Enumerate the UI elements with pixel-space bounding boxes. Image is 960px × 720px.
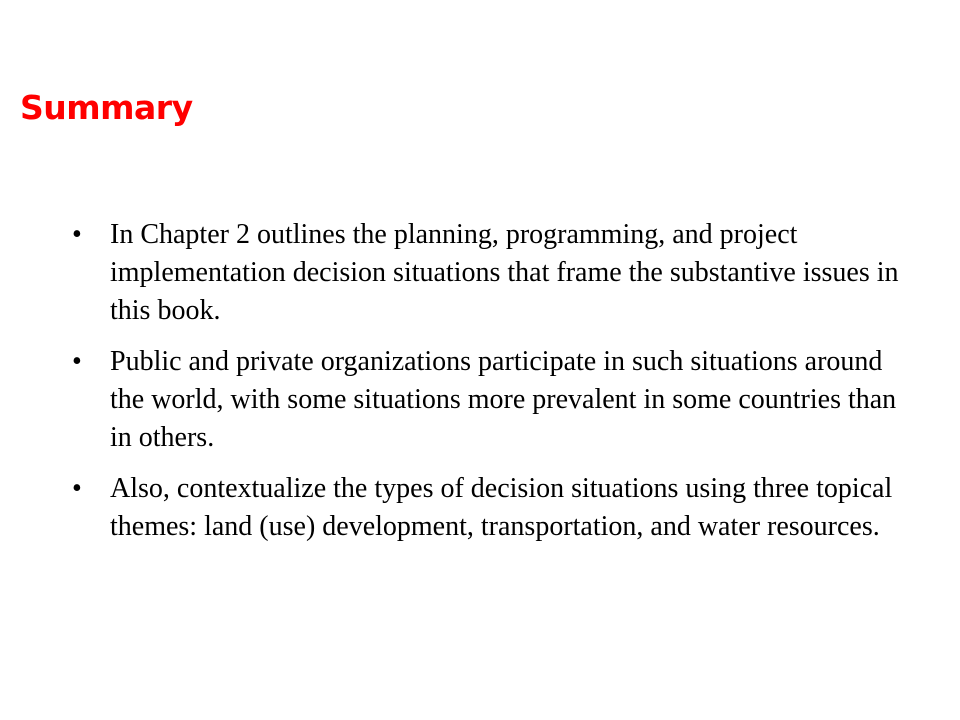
bullet-dot-icon: • bbox=[72, 346, 82, 377]
bullet-item bbox=[72, 470, 918, 546]
bullet-text: Also, contextualize the types of decision situations using three topical themes: land (use) development, transportation, and water resources. bbox=[110, 473, 893, 542]
bullet-item bbox=[72, 216, 918, 330]
bullet-list bbox=[72, 216, 918, 559]
bullet-text: Public and private organizations participate in such situations around the world, with some situations more prevalent in some countries than in others. bbox=[110, 346, 897, 453]
bullet-dot-icon: • bbox=[72, 473, 82, 504]
bullet-dot-icon: • bbox=[72, 219, 82, 250]
slide-title: Summary bbox=[20, 88, 193, 127]
bullet-item bbox=[72, 343, 918, 457]
bullet-text: In Chapter 2 outlines the planning, programming, and project implementation decision situations that frame the substantive issues in this book. bbox=[110, 219, 899, 326]
